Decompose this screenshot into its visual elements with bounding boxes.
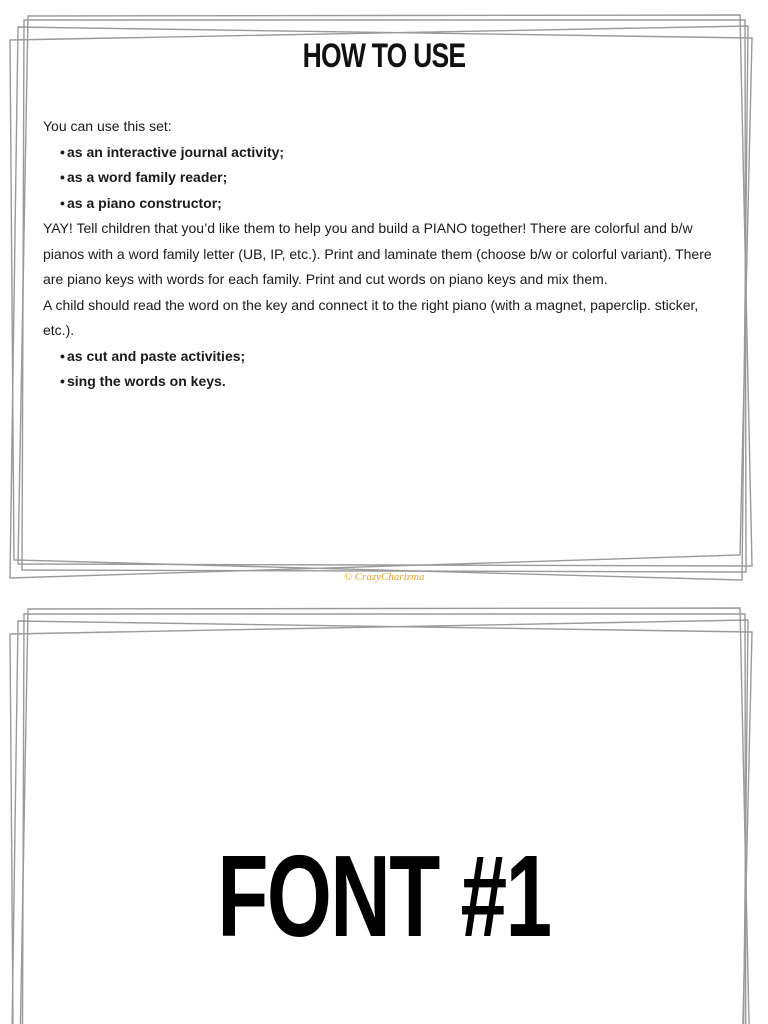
uses-list-bottom xyxy=(43,344,728,395)
list-item-text: as a piano constructor; xyxy=(67,194,222,211)
bullet-icon: • xyxy=(60,347,65,364)
list-item xyxy=(43,140,728,166)
list-item-text: as an interactive journal activity; xyxy=(67,143,285,160)
bullet-icon: • xyxy=(60,169,65,185)
font-title: FONT #1 xyxy=(217,831,551,961)
bullet-icon: • xyxy=(60,143,65,160)
uses-list-top xyxy=(43,140,728,217)
list-item-text: sing the words on keys. xyxy=(67,373,226,389)
bullet-icon: • xyxy=(60,194,65,211)
instructions-body xyxy=(43,114,728,395)
list-item xyxy=(43,369,728,395)
intro-text: You can use this set: xyxy=(43,118,172,134)
list-item xyxy=(43,191,728,217)
piano-paragraph: YAY! Tell children that you’d like them to help you and build a PIANO together! There are colorful and b/w pianos with a word family letter (UB, IP, etc.). Print and laminate them (choose b/w or colorful variant). There are piano keys with words for each family. Print and cut words on piano keys and mix them. xyxy=(43,220,712,287)
list-item xyxy=(43,344,728,370)
child-paragraph: A child should read the word on the key and connect it to the right piano (with a magnet, paperclip. sticker, etc.). xyxy=(43,296,699,338)
list-item-text: as cut and paste activities; xyxy=(67,347,246,364)
bullet-icon: • xyxy=(60,373,65,389)
copyright-signature: © CrazyCharizma xyxy=(343,571,425,583)
page-title: HOW TO USE xyxy=(302,37,466,75)
list-item-text: as a word family reader; xyxy=(67,169,228,185)
list-item xyxy=(43,165,728,191)
